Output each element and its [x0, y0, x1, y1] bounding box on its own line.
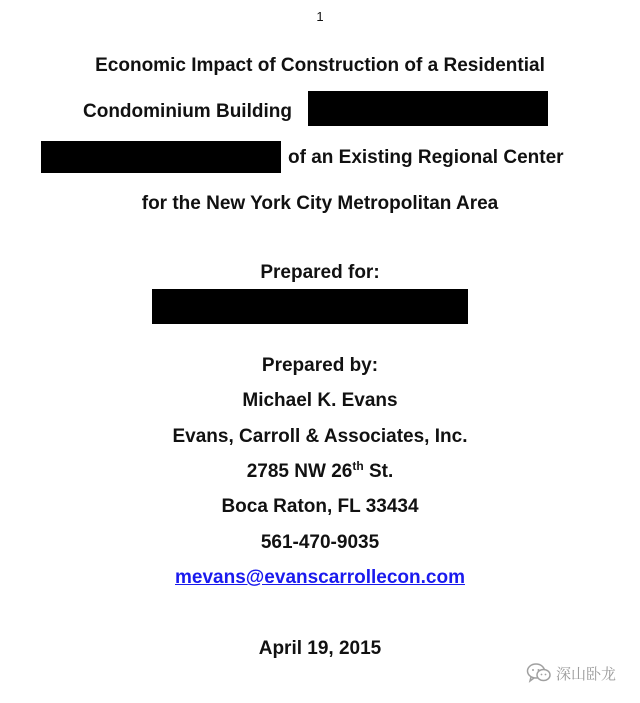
redaction-box-2	[41, 141, 281, 173]
redaction-box-3	[152, 289, 468, 324]
wechat-icon	[526, 662, 552, 684]
author-name: Michael K. Evans	[242, 390, 398, 411]
email-link[interactable]: mevans@evanscarrollecon.com	[175, 567, 465, 588]
title-line-4: for the New York City Metropolitan Area	[141, 193, 499, 214]
watermark-text: 深山卧龙	[556, 664, 617, 683]
page-number: 1	[316, 9, 324, 24]
street-suffix: St.	[363, 461, 394, 482]
prepared-by-label: Prepared by:	[261, 355, 379, 376]
company-name: Evans, Carroll & Associates, Inc.	[172, 426, 468, 447]
street-address	[0, 461, 640, 483]
document-date: April 19, 2015	[258, 638, 382, 659]
phone-number: 561-470-9035	[260, 532, 380, 553]
street-ordinal: th	[352, 459, 364, 473]
title-line-3-text: of an Existing Regional Center	[288, 147, 564, 168]
title-line-2-text: Condominium Building	[83, 101, 292, 122]
prepared-for-label: Prepared for:	[260, 262, 380, 283]
city-state-zip: Boca Raton, FL 33434	[221, 496, 419, 517]
title-line-1: Economic Impact of Construction of a Residential	[95, 55, 545, 76]
redaction-box-1	[308, 91, 548, 126]
email-row	[0, 567, 640, 589]
watermark	[526, 662, 616, 684]
street-number: 2785 NW 26	[246, 461, 353, 482]
